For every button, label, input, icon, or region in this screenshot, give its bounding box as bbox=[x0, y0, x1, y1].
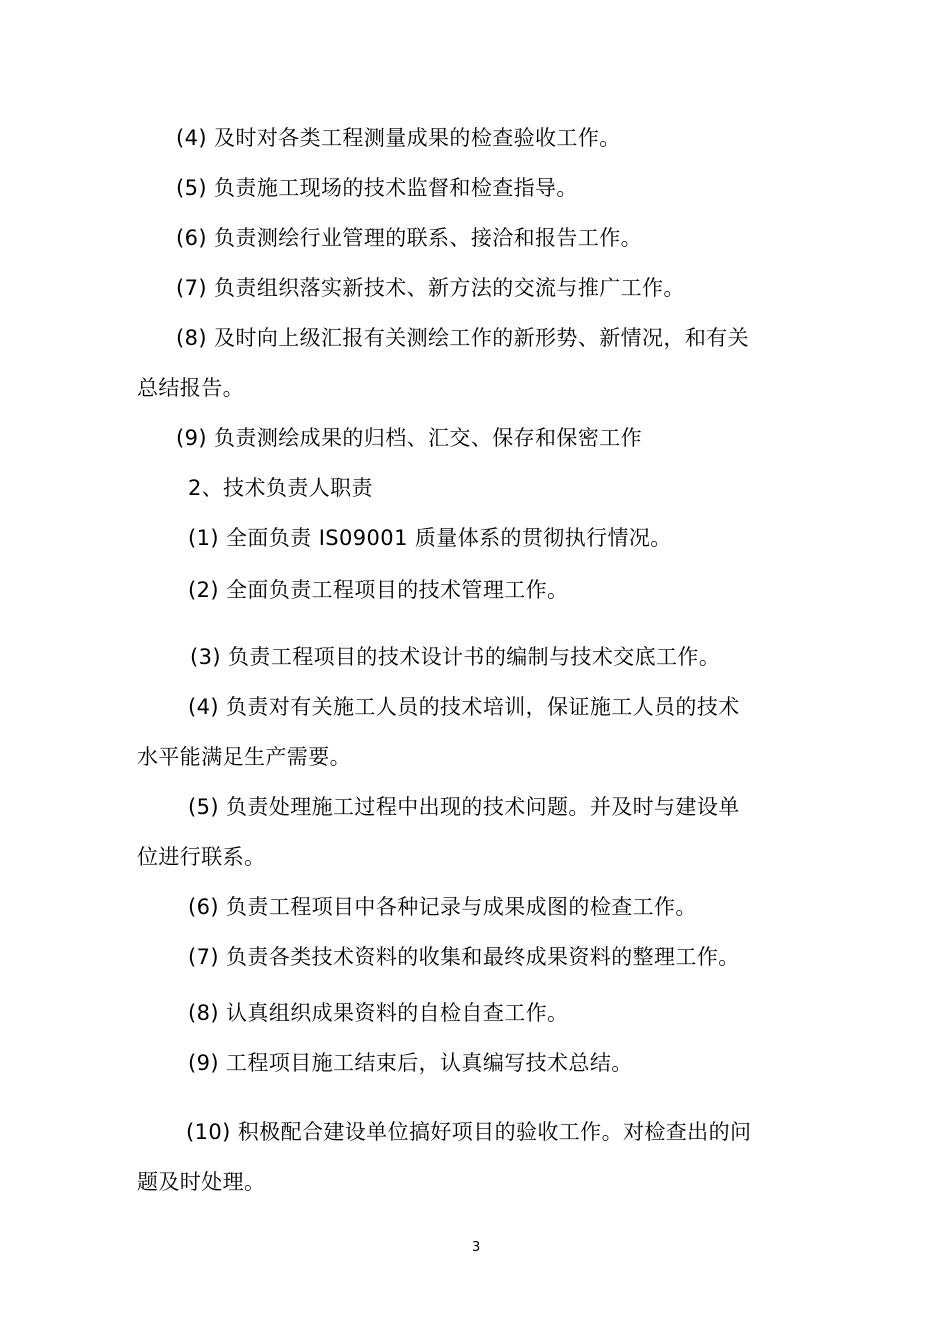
tech-duty-line-5: (5) 负责处理施工过程中出现的技术问题。并及时与建设单 bbox=[188, 795, 740, 819]
section-heading: 2、技术负责人职责 bbox=[188, 476, 373, 500]
duty-line-9: (9) 负责测绘成果的归档、汇交、保存和保密工作 bbox=[176, 426, 643, 450]
tech-duty-line-8: (8) 认真组织成果资料的自检自查工作。 bbox=[188, 1001, 569, 1025]
tech-duty-line-4-cont: 水平能满足生产需要。 bbox=[137, 745, 351, 769]
tech-duty-line-10: (10) 积极配合建设单位搞好项目的验收工作。对检查出的问 bbox=[186, 1120, 752, 1144]
duty-line-8-cont: 总结报告。 bbox=[137, 376, 244, 400]
tech-duty-line-2: (2) 全面负责工程项目的技术管理工作。 bbox=[188, 578, 569, 602]
duty-line-5: (5) 负责施工现场的技术监督和检查指导。 bbox=[176, 176, 578, 200]
tech-duty-line-6: (6) 负责工程项目中各种记录与成果成图的检查工作。 bbox=[188, 895, 697, 919]
tech-duty-line-1: (1) 全面负责 IS09001 质量体系的贯彻执行情况。 bbox=[188, 526, 672, 550]
duty-line-6: (6) 负责测绘行业管理的联系、接洽和报告工作。 bbox=[176, 226, 643, 250]
tech-duty-line-3: (3) 负责工程项目的技术设计书的编制与技术交底工作。 bbox=[190, 645, 721, 669]
tech-duty-line-4: (4) 负责对有关施工人员的技术培训，保证施工人员的技术 bbox=[188, 695, 740, 719]
tech-duty-line-7: (7) 负责各类技术资料的收集和最终成果资料的整理工作。 bbox=[188, 945, 740, 969]
duty-line-8: (8) 及时向上级汇报有关测绘工作的新形势、新情况，和有关 bbox=[176, 326, 750, 350]
tech-duty-line-10-cont: 题及时处理。 bbox=[137, 1170, 266, 1194]
page-number: 3 bbox=[472, 1240, 481, 1255]
duty-line-7: (7) 负责组织落实新技术、新方法的交流与推广工作。 bbox=[176, 276, 685, 300]
duty-line-4: (4) 及时对各类工程测量成果的检查验收工作。 bbox=[176, 126, 621, 150]
tech-duty-line-5-cont: 位进行联系。 bbox=[137, 845, 266, 869]
tech-duty-line-9: (9) 工程项目施工结束后，认真编写技术总结。 bbox=[188, 1051, 633, 1075]
